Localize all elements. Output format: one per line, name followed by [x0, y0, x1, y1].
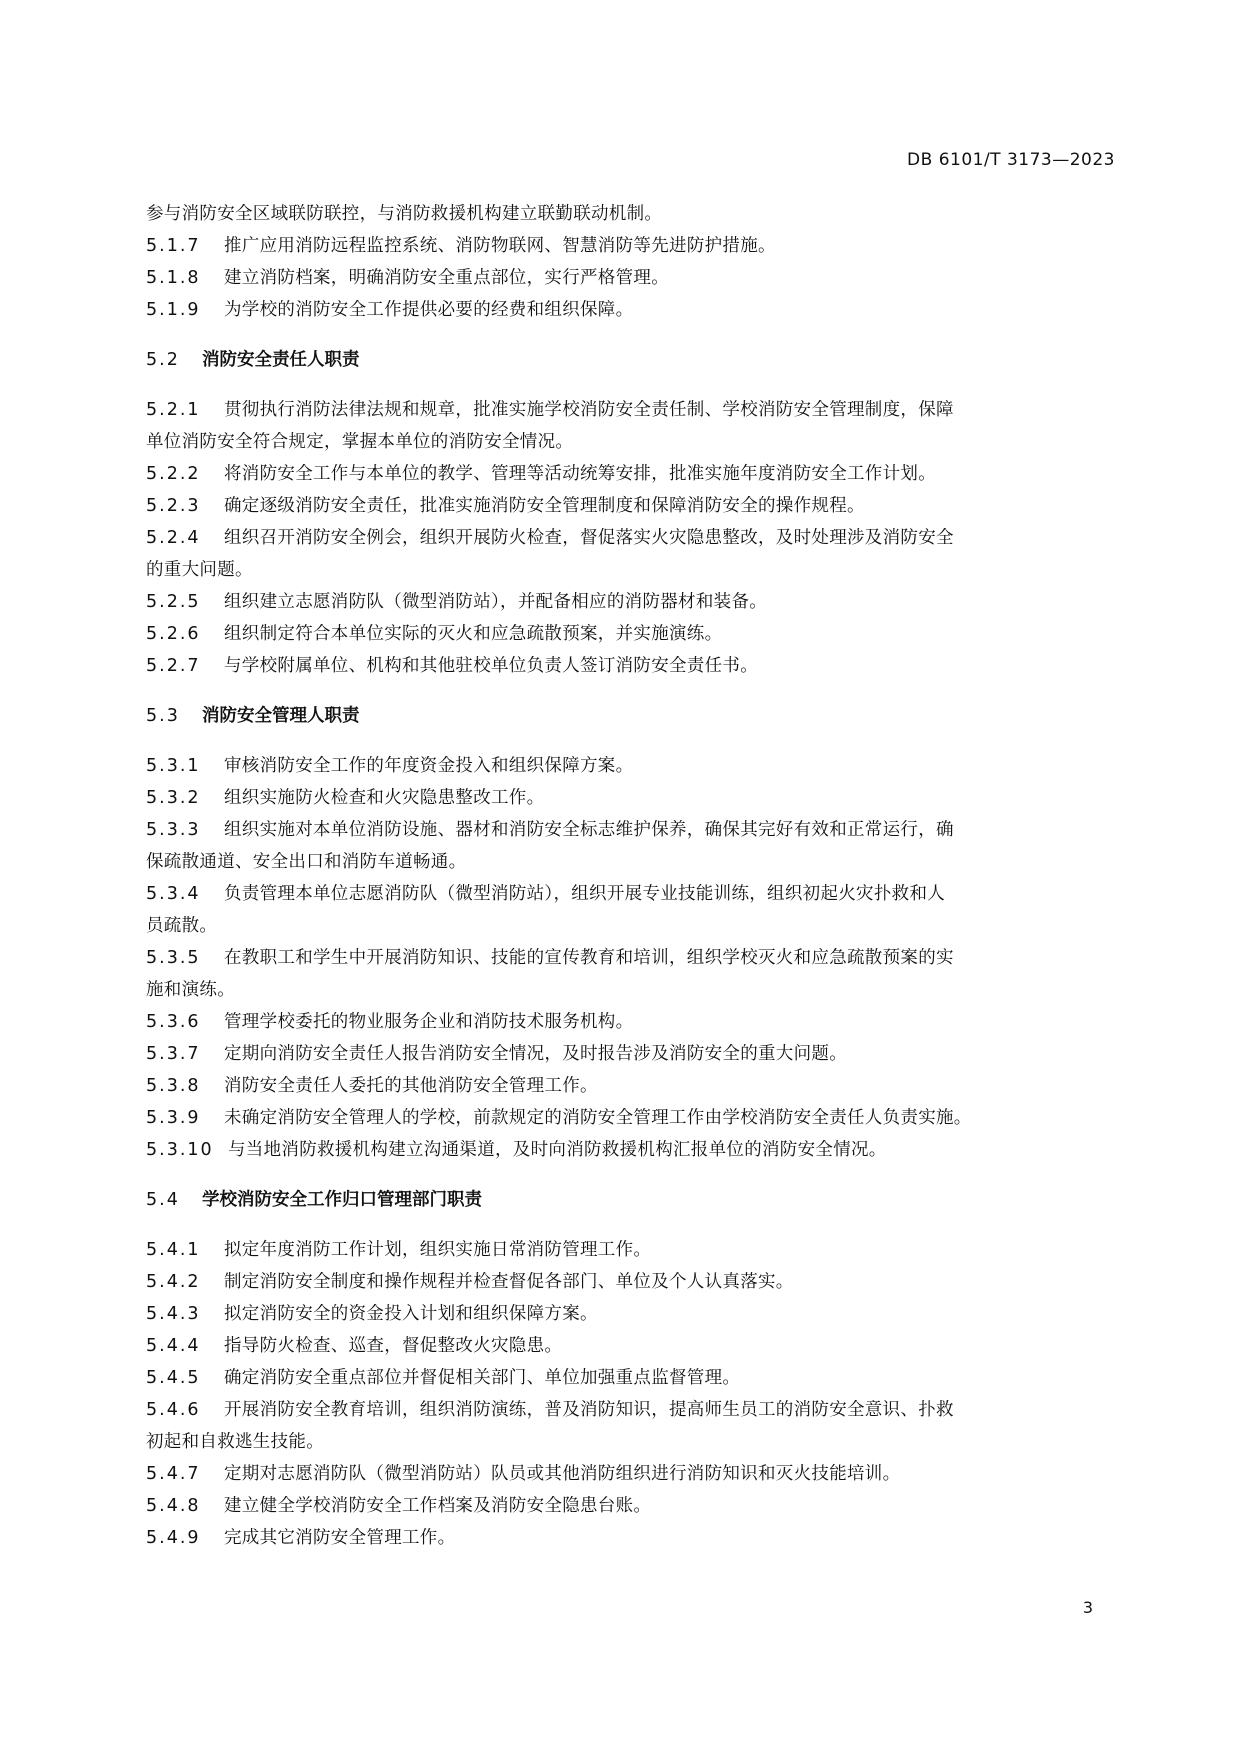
clause-item: [146, 490, 1121, 522]
clause-item: [146, 1362, 1121, 1394]
clause-text: 组织制定符合本单位实际的灭火和应急疏散预案，并实施演练。: [224, 624, 723, 644]
clause-text: 将消防安全工作与本单位的教学、管理等活动统筹安排，批准实施年度消防安全工作计划。: [224, 464, 936, 484]
clause-item: [146, 814, 1121, 878]
clause-line: [146, 586, 1121, 618]
page-number: 3: [1082, 1598, 1093, 1617]
clause-text: 组织实施防火检查和火灾隐患整改工作。: [224, 788, 545, 808]
clause-line: [146, 1298, 1121, 1330]
clause-line: [146, 1134, 1121, 1166]
clause-text: 建立消防档案，明确消防安全重点部位，实行严格管理。: [224, 268, 669, 288]
clause-line-continued: 的重大问题。: [146, 560, 253, 580]
document-body: [146, 198, 1121, 1554]
clause-item: [146, 294, 1121, 326]
clause-text: 未确定消防安全管理人的学校，前款规定的消防安全管理工作由学校消防安全责任人负责实施。: [224, 1108, 972, 1128]
clause-number: 5.1.9: [146, 300, 201, 320]
clause-line: [146, 1394, 1121, 1426]
clause-line: [146, 394, 1121, 426]
clause-line-continued: 初起和自救逃生技能。: [146, 1432, 324, 1452]
clause-line-continued: 保疏散通道、安全出口和消防车道畅通。: [146, 852, 467, 872]
clause-number: 5.2.4: [146, 528, 201, 548]
section-heading-5-2: [146, 344, 1121, 376]
clause-line-continued: 员疏散。: [146, 916, 218, 936]
continuation-paragraph: 参与消防安全区域联防联控，与消防救援机构建立联勤联动机制。: [146, 204, 663, 224]
clause-number: 5.3.8: [146, 1076, 201, 1096]
section-number: 5.2: [146, 350, 180, 370]
clause-number: 5.2.5: [146, 592, 201, 612]
clause-line: [146, 1522, 1121, 1554]
clause-text: 组织建立志愿消防队（微型消防站），并配备相应的消防器材和装备。: [224, 592, 768, 612]
clause-line: [146, 490, 1121, 522]
clause-text: 定期向消防安全责任人报告消防安全情况，及时报告涉及消防安全的重大问题。: [224, 1044, 847, 1064]
clause-item: [146, 1006, 1121, 1038]
section-number: 5.3: [146, 706, 180, 726]
clause-item: [146, 1298, 1121, 1330]
clause-number: 5.4.7: [146, 1464, 201, 1484]
clause-number: 5.3.1: [146, 756, 201, 776]
clause-text: 管理学校委托的物业服务企业和消防技术服务机构。: [224, 1012, 634, 1032]
clause-number: 5.1.8: [146, 268, 201, 288]
section-heading-5-3: [146, 700, 1121, 732]
section-title: 消防安全责任人职责: [202, 350, 360, 370]
clause-item: [146, 1458, 1121, 1490]
clause-line: [146, 750, 1121, 782]
clause-item: [146, 878, 1121, 942]
clause-item: [146, 618, 1121, 650]
clause-number: 5.3.2: [146, 788, 201, 808]
section-5-1-items: [146, 230, 1121, 326]
clause-item: [146, 1134, 1121, 1166]
clause-text: 制定消防安全制度和操作规程并检查督促各部门、单位及个人认真落实。: [224, 1272, 794, 1292]
clause-line: [146, 1234, 1121, 1266]
clause-number: 5.4.1: [146, 1240, 201, 1260]
clause-line: [146, 1266, 1121, 1298]
clause-number: 5.4.4: [146, 1336, 201, 1356]
section-5-2-items: [146, 394, 1121, 682]
section-5-4-items: [146, 1234, 1121, 1554]
clause-text: 拟定年度消防工作计划，组织实施日常消防管理工作。: [224, 1240, 652, 1260]
clause-item: [146, 1266, 1121, 1298]
clause-text: 确定逐级消防安全责任，批准实施消防安全管理制度和保障消防安全的操作规程。: [224, 496, 865, 516]
clause-number: 5.3.7: [146, 1044, 201, 1064]
clause-item: [146, 394, 1121, 458]
clause-line: [146, 1102, 1121, 1134]
clause-number: 5.3.5: [146, 948, 201, 968]
clause-text: 定期对志愿消防队（微型消防站）队员或其他消防组织进行消防知识和灭火技能培训。: [224, 1464, 901, 1484]
clause-text: 完成其它消防安全管理工作。: [224, 1528, 456, 1548]
clause-number: 5.4.8: [146, 1496, 201, 1516]
clause-number: 5.2.6: [146, 624, 201, 644]
clause-number: 5.4.5: [146, 1368, 201, 1388]
clause-number: 5.3.3: [146, 820, 201, 840]
clause-text: 确定消防安全重点部位并督促相关部门、单位加强重点监督管理。: [224, 1368, 741, 1388]
clause-line: [146, 814, 1121, 846]
clause-text: 与学校附属单位、机构和其他驻校单位负责人签订消防安全责任书。: [224, 656, 758, 676]
clause-line-continued: 施和演练。: [146, 980, 235, 1000]
clause-item: [146, 1070, 1121, 1102]
clause-line: [146, 650, 1121, 682]
clause-item: [146, 262, 1121, 294]
clause-item: [146, 650, 1121, 682]
clause-text: 消防安全责任人委托的其他消防安全管理工作。: [224, 1076, 598, 1096]
clause-line: [146, 782, 1121, 814]
clause-item: [146, 750, 1121, 782]
clause-number: 5.4.9: [146, 1528, 201, 1548]
clause-line: [146, 230, 1121, 262]
clause-line: [146, 458, 1121, 490]
clause-text: 拟定消防安全的资金投入计划和组织保障方案。: [224, 1304, 598, 1324]
clause-number: 5.4.6: [146, 1400, 201, 1420]
clause-text: 建立健全学校消防安全工作档案及消防安全隐患台账。: [224, 1496, 652, 1516]
clause-number: 5.3.10: [146, 1140, 214, 1160]
clause-item: [146, 1330, 1121, 1362]
clause-line: [146, 1006, 1121, 1038]
clause-text: 指导防火检查、巡查，督促整改火灾隐患。: [224, 1336, 563, 1356]
clause-line: [146, 262, 1121, 294]
clause-text: 组织召开消防安全例会，组织开展防火检查，督促落实火灾隐患整改，及时处理涉及消防安全: [224, 528, 954, 548]
clause-line: [146, 1038, 1121, 1070]
clause-item: [146, 1490, 1121, 1522]
clause-text: 开展消防安全教育培训，组织消防演练，普及消防知识，提高师生员工的消防安全意识、扑救: [224, 1400, 954, 1420]
section-5-3-items: [146, 750, 1121, 1166]
clause-line-continued: 单位消防安全符合规定，掌握本单位的消防安全情况。: [146, 432, 574, 452]
section-number: 5.4: [146, 1190, 180, 1210]
clause-number: 5.2.2: [146, 464, 201, 484]
clause-item: [146, 1038, 1121, 1070]
clause-line: [146, 618, 1121, 650]
clause-number: 5.4.2: [146, 1272, 201, 1292]
clause-line: [146, 1490, 1121, 1522]
clause-item: [146, 942, 1121, 1006]
clause-text: 推广应用消防远程监控系统、消防物联网、智慧消防等先进防护措施。: [224, 236, 776, 256]
section-title: 消防安全管理人职责: [202, 706, 360, 726]
section-heading-5-4: [146, 1184, 1121, 1216]
clause-number: 5.2.7: [146, 656, 201, 676]
clause-item: [146, 1234, 1121, 1266]
clause-text: 审核消防安全工作的年度资金投入和组织保障方案。: [224, 756, 634, 776]
clause-line: [146, 294, 1121, 326]
clause-text: 贯彻执行消防法律法规和规章，批准实施学校消防安全责任制、学校消防安全管理制度，保障: [224, 400, 954, 420]
clause-text: 在教职工和学生中开展消防知识、技能的宣传教育和培训，组织学校灭火和应急疏散预案的实: [224, 948, 954, 968]
section-title: 学校消防安全工作归口管理部门职责: [202, 1190, 482, 1210]
clause-line: [146, 942, 1121, 974]
clause-line: [146, 1330, 1121, 1362]
clause-line: [146, 1362, 1121, 1394]
clause-number: 5.4.3: [146, 1304, 201, 1324]
clause-line: [146, 1070, 1121, 1102]
clause-item: [146, 782, 1121, 814]
clause-number: 5.2.3: [146, 496, 201, 516]
clause-number: 5.1.7: [146, 236, 201, 256]
document-code: DB 6101/T 3173—2023: [907, 150, 1115, 170]
clause-number: 5.3.4: [146, 884, 201, 904]
clause-item: [146, 458, 1121, 490]
clause-text: 负责管理本单位志愿消防队（微型消防站），组织开展专业技能训练，组织初起火灾扑救和人: [224, 884, 946, 904]
clause-text: 与当地消防救援机构建立沟通渠道，及时向消防救援机构汇报单位的消防安全情况。: [228, 1140, 887, 1160]
clause-number: 5.2.1: [146, 400, 201, 420]
clause-item: [146, 1394, 1121, 1458]
clause-item: [146, 1102, 1121, 1134]
clause-item: [146, 522, 1121, 586]
clause-item: [146, 1522, 1121, 1554]
clause-line: [146, 1458, 1121, 1490]
clause-item: [146, 586, 1121, 618]
clause-line: [146, 878, 1121, 910]
clause-line: [146, 522, 1121, 554]
clause-number: 5.3.6: [146, 1012, 201, 1032]
clause-number: 5.3.9: [146, 1108, 201, 1128]
clause-item: [146, 230, 1121, 262]
clause-text: 为学校的消防安全工作提供必要的经费和组织保障。: [224, 300, 634, 320]
clause-text: 组织实施对本单位消防设施、器材和消防安全标志维护保养，确保其完好有效和正常运行，确: [224, 820, 954, 840]
